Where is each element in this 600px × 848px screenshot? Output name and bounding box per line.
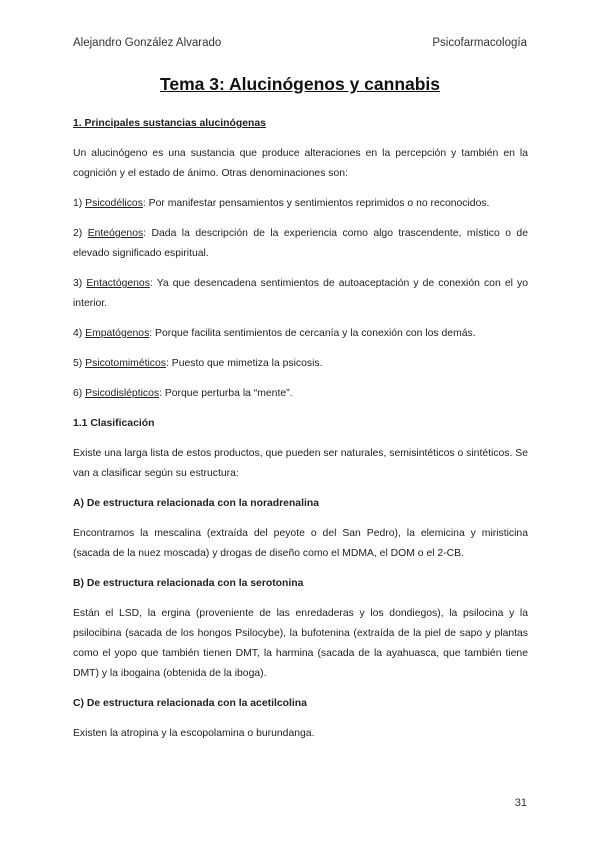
list-item [73,324,528,344]
list-num: 6) [73,388,83,399]
header-author: Alejandro González Alvarado [73,37,222,49]
group-heading: C) De estructura relacionada con la acetilcolina [73,698,307,709]
header-subject: Psicofarmacología [432,37,527,49]
list-num: 2) [73,228,83,239]
term-desc: : Porque facilita sentimientos de cercanía y la conexión con los demás. [149,328,476,339]
list-num: 4) [73,328,83,339]
paragraph-intro: Un alucinógeno es una sustancia que produce alteraciones en la percepción y también en la cognición y el estado de ánimo. Otras denominaciones son: [73,148,528,179]
term-desc: : Porque perturba la “mente”. [159,388,293,399]
term: Psicodislépticos [85,388,160,399]
term-desc: : Ya que desencadena sentimientos de autoaceptación y de conexión con el yo interior. [73,278,529,309]
page-number: 31 [514,797,527,809]
group-heading: B) De estructura relacionada con la serotonina [73,578,304,589]
list-item [73,354,528,374]
paragraph: Encontramos la mescalina (extraída del peyote o del San Pedro), la elemicina y miristicina (sacada de la nuez moscada) y drogas de diseño como el MDMA, el DOM o el 2-CB. [73,528,528,559]
paragraph: Existen la atropina y la escopolamina o burundanga. [73,728,315,739]
list-item [73,224,528,264]
term: Entactógenos [86,278,150,289]
term: Psicotomiméticos [85,358,166,369]
term-desc: : Dada la descripción de la experiencia como algo trascendente, místico o de elevado significado espiritual. [73,228,528,259]
document-body [73,114,528,754]
subsection-heading: 1.1 Clasificación [73,418,155,429]
paragraph: Existe una larga lista de estos productos, que pueden ser naturales, semisintéticos o sintéticos. Se van a clasificar según su estructura: [73,448,528,479]
list-item [73,384,528,404]
group-heading: A) De estructura relacionada con la noradrenalina [73,498,319,509]
page-title: Tema 3: Alucinógenos y cannabis [159,74,441,94]
term-desc: : Por manifestar pensamientos y sentimientos reprimidos o no reconocidos. [142,198,490,209]
paragraph: Están el LSD, la ergina (proveniente de las enredaderas y los dondiegos), la psilocina y la psilocibina (sacada de los hongos Psilocybe), la bufotenina (extraída de la piel de sapo y plantas como el yopo que también tienen DMT, la harmina (sacada de la ayahuasca, que también tiene DMT) y la ibogaina (obtenida de la iboga). [73,608,528,679]
list-num: 1) [73,198,83,209]
term: Enteógenos [87,228,144,239]
list-item [73,194,528,214]
list-num: 3) [73,278,83,289]
page-header [73,37,527,53]
list-num: 5) [73,358,83,369]
term: Empatógenos [85,328,150,339]
term-desc: : Puesto que mimetiza la psicosis. [165,358,323,369]
term: Psicodélicos [85,198,143,209]
list-item [73,274,528,314]
section-heading: 1. Principales sustancias alucinógenas [73,118,266,129]
